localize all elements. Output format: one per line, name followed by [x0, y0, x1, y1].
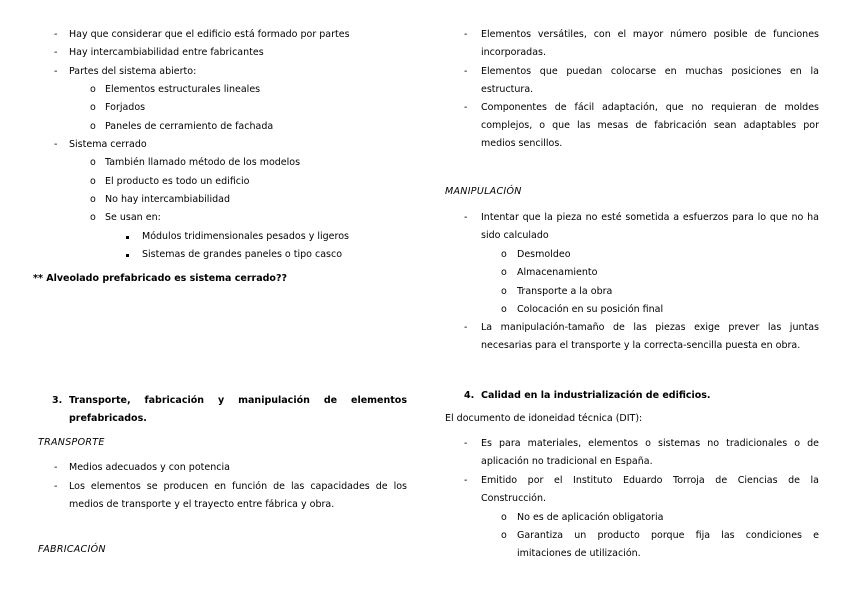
list-item: Sistema cerrado [69, 139, 147, 150]
circle-bullet: o [501, 249, 507, 260]
circle-bullet: o [90, 176, 96, 187]
circle-bullet: o [90, 84, 96, 95]
square-bullet [126, 254, 129, 257]
note: ** Alveolado prefabricado es sistema cerrado?? [33, 273, 287, 284]
list-item: Colocación en su posición final [517, 304, 664, 315]
dash-bullet: - [54, 139, 58, 150]
square-bullet [126, 236, 129, 239]
dash-bullet: - [54, 47, 58, 58]
dash-bullet: - [54, 66, 58, 77]
circle-bullet: o [90, 121, 96, 132]
list-item: Sistemas de grandes paneles o tipo casco [142, 249, 343, 260]
section-heading: Transporte, fabricación y manipulación de elementos prefabricados. [69, 395, 407, 424]
list-item: Hay intercambiabilidad entre fabricantes [69, 47, 264, 58]
list-item: Garantiza un producto porque fija las condiciones e imitaciones de utilización. [517, 530, 819, 559]
circle-bullet: o [501, 267, 507, 278]
dash-bullet: - [464, 212, 468, 223]
dash-bullet: - [464, 66, 468, 77]
list-item: No hay intercambiabilidad [105, 194, 230, 205]
section-number: 4. [464, 390, 475, 401]
list-item: La manipulación-tamaño de las piezas exige prever las juntas necesarias para el transporte y la correcta-sencilla puesta en obra. [481, 322, 819, 351]
circle-bullet: o [90, 194, 96, 205]
list-item: Intentar que la pieza no esté sometida a esfuerzos para lo que no ha sido calculado [481, 212, 819, 241]
dash-bullet: - [464, 102, 468, 113]
list-item: Emitido por el Instituto Eduardo Torroja de Ciencias de la Construcción. [481, 475, 819, 504]
circle-bullet: o [501, 512, 507, 523]
list-item: Elementos que puedan colocarse en muchas posiciones en la estructura. [481, 66, 819, 95]
circle-bullet: o [501, 286, 507, 297]
dash-bullet: - [464, 322, 468, 333]
list-item: Transporte a la obra [517, 286, 613, 297]
dash-bullet: - [464, 475, 468, 486]
section-number: 3. [52, 395, 63, 406]
paragraph: El documento de idoneidad técnica (DIT): [445, 413, 643, 424]
dash-bullet: - [464, 438, 468, 449]
list-item: Se usan en: [105, 212, 161, 223]
list-item: Medios adecuados y con potencia [69, 462, 230, 473]
list-item: No es de aplicación obligatoria [517, 512, 664, 523]
list-item: Paneles de cerramiento de fachada [105, 121, 274, 132]
list-item: El producto es todo un edificio [105, 176, 250, 187]
section-heading: Calidad en la industrialización de edificios. [481, 390, 711, 401]
list-item: Los elementos se producen en función de las capacidades de los medios de transporte y el trayecto entre fábrica y obra. [69, 481, 407, 510]
list-item: Elementos estructurales lineales [105, 84, 261, 95]
dash-bullet: - [54, 462, 58, 473]
list-item: Módulos tridimensionales pesados y ligeros [142, 231, 349, 242]
list-item: Almacenamiento [517, 267, 598, 278]
list-item: Es para materiales, elementos o sistemas no tradicionales o de aplicación no tradicional en España. [481, 438, 819, 467]
list-item: Elementos versátiles, con el mayor número posible de funciones incorporadas. [481, 29, 819, 58]
dash-bullet: - [54, 29, 58, 40]
list-item: Desmoldeo [517, 249, 571, 260]
subheading: FABRICACIÓN [38, 544, 106, 555]
circle-bullet: o [501, 530, 507, 541]
subheading: MANIPULACIÓN [445, 186, 522, 197]
subheading: TRANSPORTE [38, 437, 105, 448]
list-item: Hay que considerar que el edificio está formado por partes [69, 29, 350, 40]
dash-bullet: - [54, 481, 58, 492]
circle-bullet: o [90, 212, 96, 223]
list-item: Componentes de fácil adaptación, que no requieran de moldes complejos, o que las mesas de fabricación sean adaptables por medios sencillos. [481, 102, 819, 149]
list-item: Partes del sistema abierto: [69, 66, 197, 77]
list-item: También llamado método de los modelos [105, 157, 301, 168]
circle-bullet: o [501, 304, 507, 315]
dash-bullet: - [464, 29, 468, 40]
circle-bullet: o [90, 102, 96, 113]
circle-bullet: o [90, 157, 96, 168]
list-item: Forjados [105, 102, 146, 113]
